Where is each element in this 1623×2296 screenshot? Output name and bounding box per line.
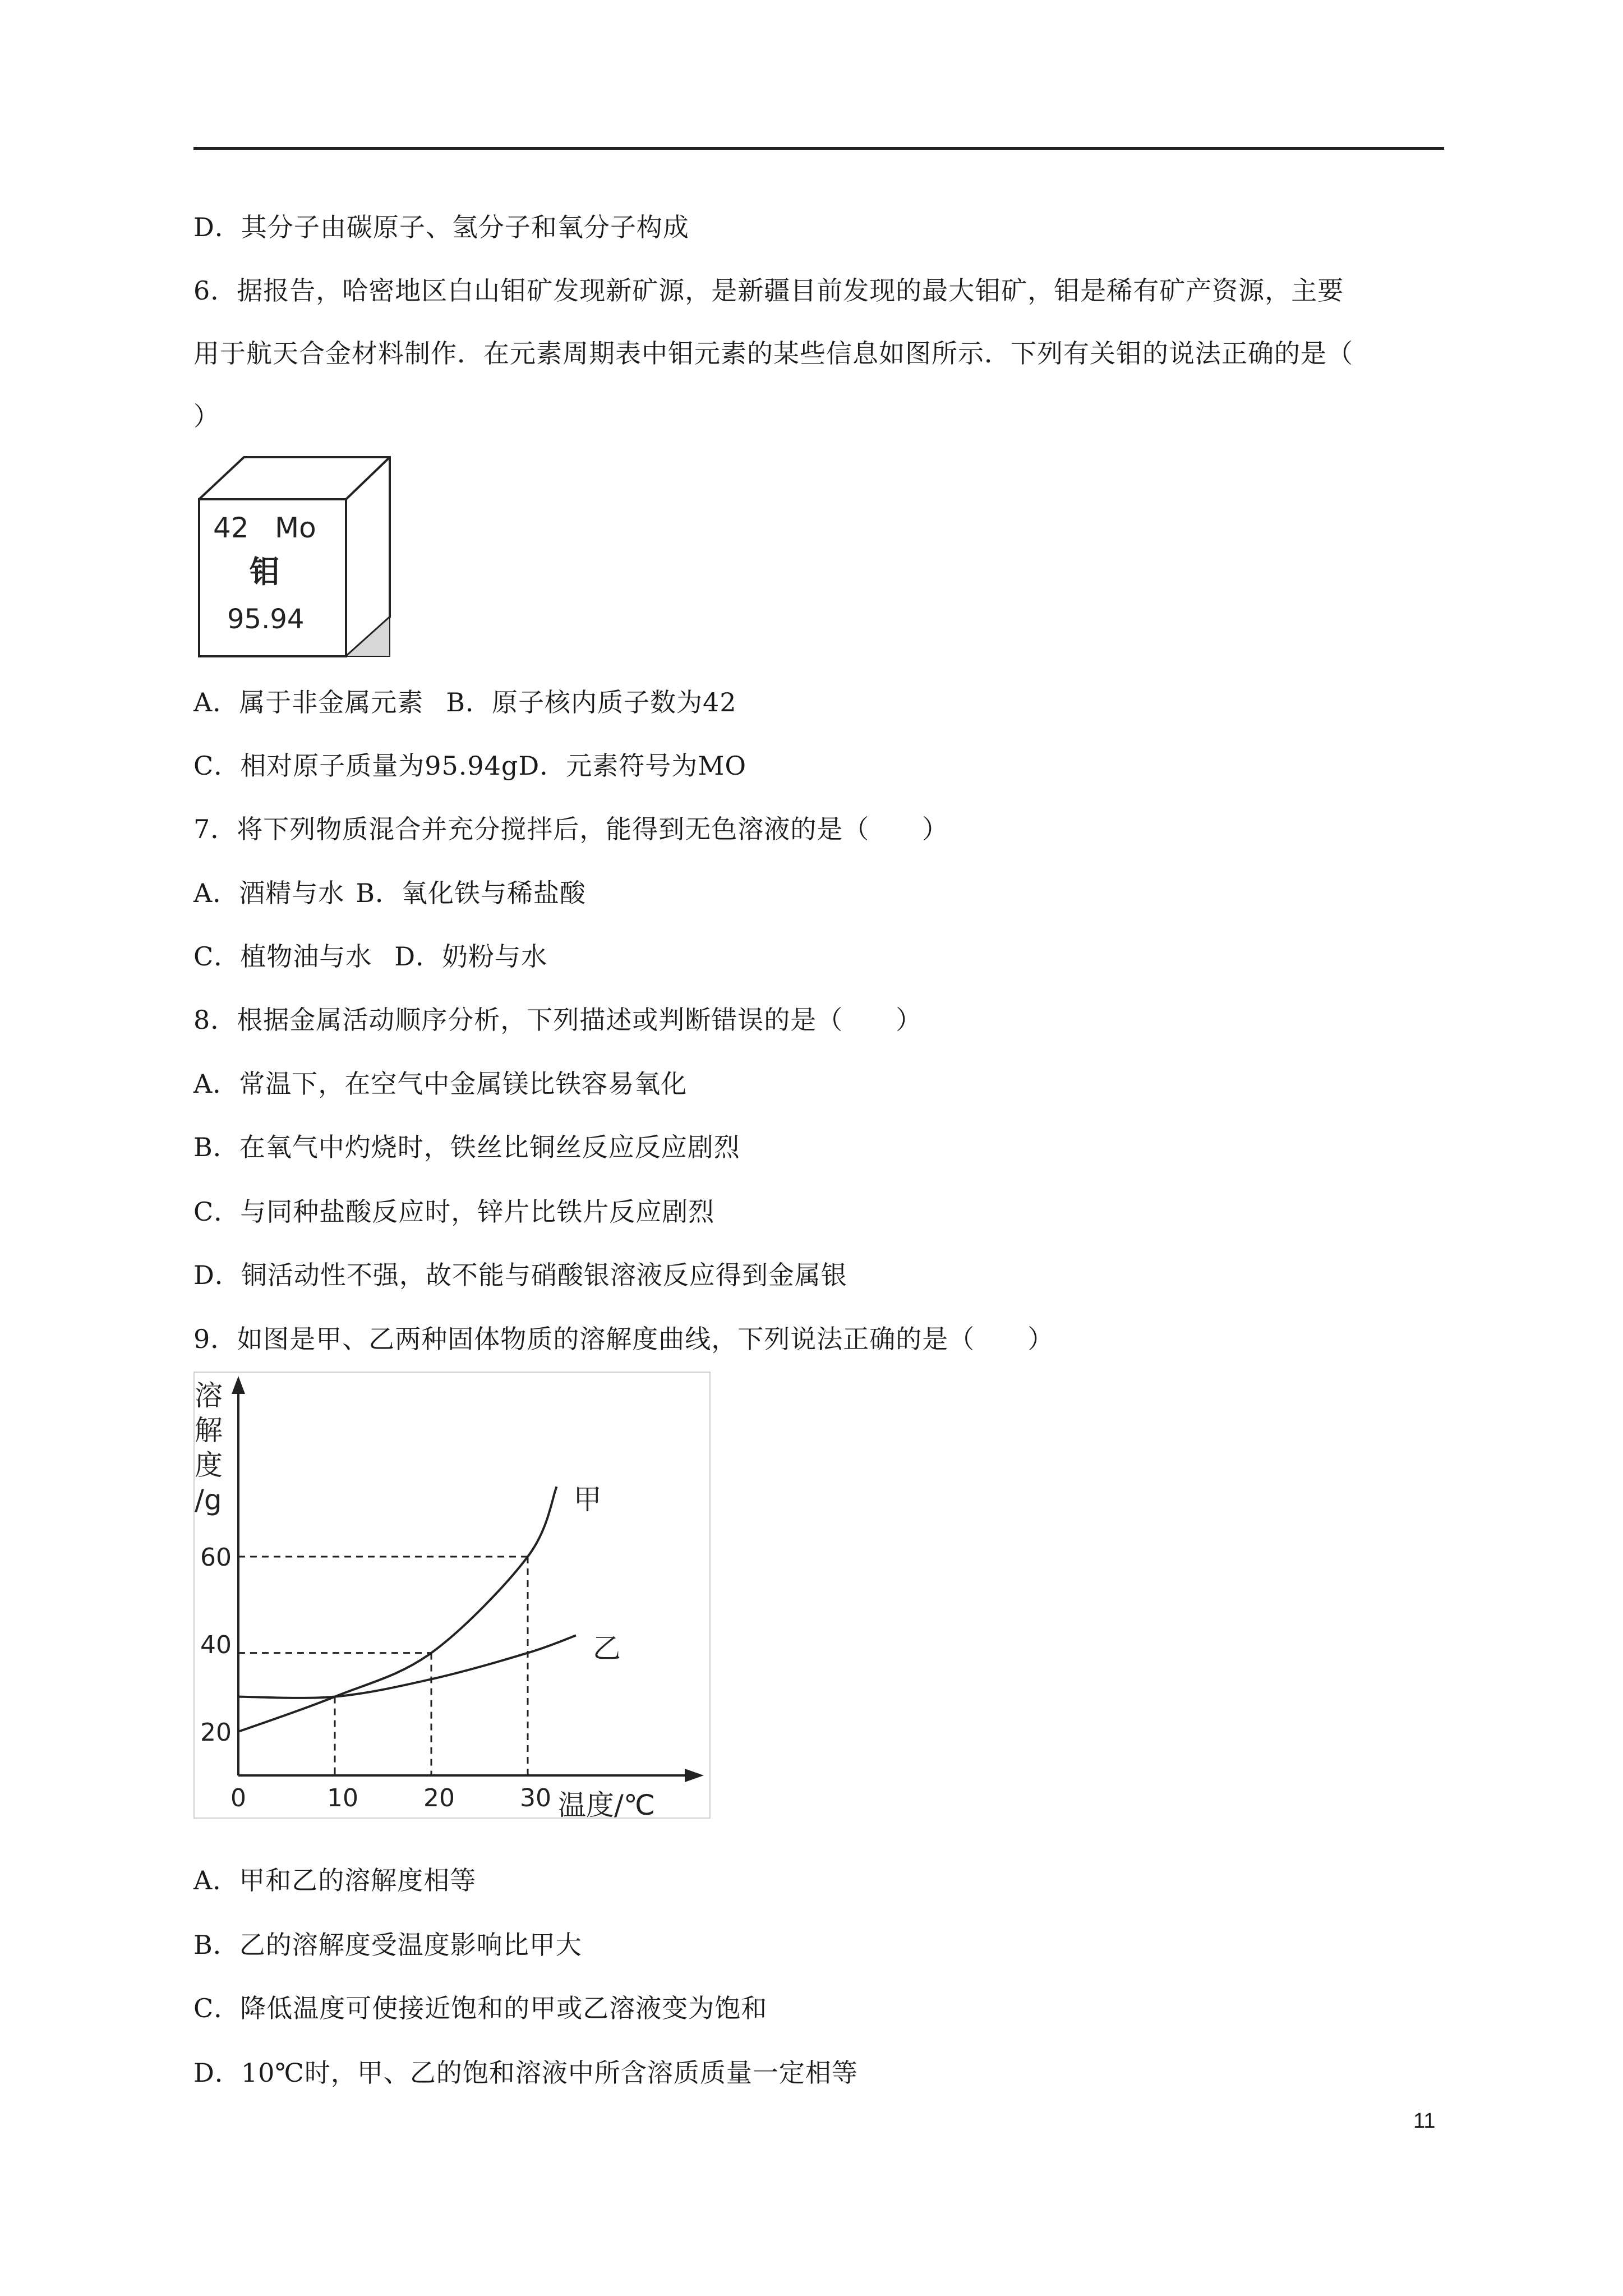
tile-atomic-number: 42	[213, 512, 249, 544]
q9-stem: 9．如图是甲、乙两种固体物质的溶解度曲线，下列说法正确的是（ ）	[193, 1324, 1054, 1354]
q6-option-d: D．元素符号为MO	[518, 751, 747, 781]
q6-option-a: A．属于非金属元素	[193, 687, 424, 717]
q6-stem-line3: ）	[193, 401, 220, 431]
x-tick-label: 10	[327, 1784, 358, 1812]
chart-border	[194, 1372, 710, 1818]
x-tick-label: 0	[230, 1784, 246, 1812]
ylabel-char-4: /g	[195, 1484, 222, 1516]
series-line-jia	[238, 1487, 557, 1732]
x-tick-label: 20	[423, 1784, 455, 1812]
y-tick-label: 20	[200, 1718, 232, 1747]
page-number: 11	[1413, 2109, 1436, 2133]
q6-stem-line2: 用于航天合金材料制作．在元素周期表中钼元素的某些信息如图所示．下列有关钼的说法正确的是（	[193, 338, 1353, 369]
q7-options-cd	[193, 940, 547, 973]
x-axis-arrow	[685, 1769, 704, 1782]
ylabel-char-1: 溶	[195, 1379, 223, 1412]
y-tick-label: 60	[200, 1543, 232, 1572]
y-axis-arrow	[232, 1376, 245, 1394]
tile-symbol: Mo	[275, 512, 316, 544]
q8-option-d: D．铜活动性不强，故不能与硝酸银溶液反应得到金属银	[193, 1260, 847, 1290]
element-tile-figure	[196, 454, 398, 662]
q5-option-d: D．其分子由碳原子、氢分子和氧分子构成	[193, 212, 689, 242]
q8-option-c: C．与同种盐酸反应时，锌片比铁片反应剧烈	[193, 1197, 715, 1227]
q9-option-c: C．降低温度可使接近饱和的甲或乙溶液变为饱和	[193, 1993, 768, 2023]
solubility-chart	[193, 1372, 712, 1820]
q8-option-a: A．常温下，在空气中金属镁比铁容易氧化	[193, 1069, 688, 1099]
q7-stem: 7．将下列物质混合并充分搅拌后，能得到无色溶液的是（ ）	[193, 814, 949, 844]
q6-options-cd	[193, 749, 746, 783]
tile-element-name: 钼	[250, 554, 280, 590]
q6-option-b: B．原子核内质子数为42	[446, 687, 737, 717]
ylabel-char-3: 度	[195, 1449, 223, 1481]
y-tick-label: 40	[200, 1631, 232, 1659]
x-axis-label: 温度/℃	[558, 1789, 655, 1820]
q9-option-d: D．10℃时，甲、乙的饱和溶液中所含溶质质量一定相等	[193, 2058, 858, 2088]
q7-option-c: C．植物油与水	[193, 941, 372, 972]
series-label-yi: 乙	[593, 1632, 621, 1665]
q7-option-d: D．奶粉与水	[394, 941, 548, 972]
q6-options-ab	[193, 685, 737, 719]
q8-stem: 8．根据金属活动顺序分析，下列描述或判断错误的是（ ）	[193, 1005, 923, 1035]
q7-options-ab	[193, 876, 586, 910]
tile-atomic-mass: 95.94	[227, 604, 305, 635]
q9-option-a: A．甲和乙的溶解度相等	[193, 1865, 477, 1895]
q9-option-b: B．乙的溶解度受温度影响比甲大	[193, 1930, 582, 1960]
q7-option-a: A．酒精与水	[193, 878, 345, 908]
header-rule	[193, 147, 1444, 150]
q6-option-c: C．相对原子质量为95.94g	[193, 751, 519, 781]
q7-option-b: B．氧化铁与稀盐酸	[356, 878, 587, 908]
series-label-jia: 甲	[573, 1483, 602, 1516]
q6-stem-line1: 6．据报告，哈密地区白山钼矿发现新矿源，是新疆目前发现的最大钼矿，钼是稀有矿产资源，主要	[193, 275, 1344, 306]
x-tick-label: 30	[520, 1784, 551, 1812]
q8-option-b: B．在氧气中灼烧时，铁丝比铜丝反应反应剧烈	[193, 1132, 740, 1162]
tile-shadow	[346, 617, 390, 656]
ylabel-char-2: 解	[195, 1414, 223, 1447]
